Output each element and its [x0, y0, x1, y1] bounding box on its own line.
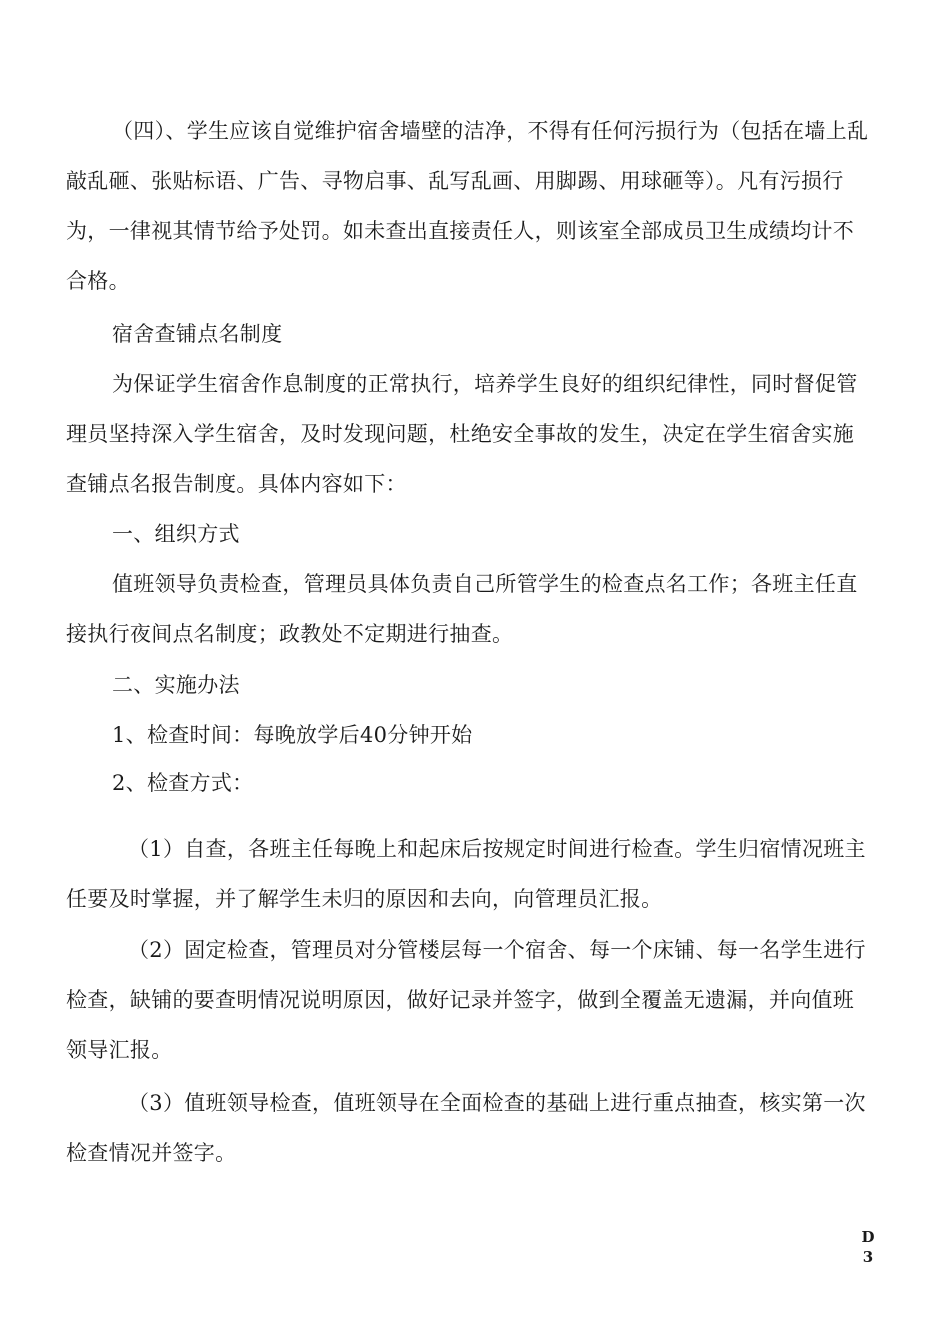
paragraph-self-check: （1）自查，各班主任每晚上和起床后按规定时间进行检查。学生归宿情况班主任要及时掌握，并了解学生未归的原因和去向，向管理员汇报。: [66, 837, 866, 911]
item-check-time: 1、检查时间：每晚放学后40分钟开始: [112, 723, 473, 747]
paragraph-fixed-check: （2）固定检查，管理员对分管楼层每一个宿舍、每一个床铺、每一名学生进行检查，缺铺的要查明情况说明原因，做好记录并签字，做到全覆盖无遗漏，并向值班领导汇报。: [66, 938, 866, 1062]
heading-implementation: 二、实施办法: [112, 673, 240, 697]
page-number-mark: [858, 1227, 878, 1267]
paragraph-wall-cleanliness: （四）、学生应该自觉维护宿舍墙壁的洁净，不得有任何污损行为（包括在墙上乱敲乱砸、张贴标语、广告、寻物启事、乱写乱画、用脚踢、用球砸等）。凡有污损行为，一律视其情节给予处罚。如未查出直接责任人，则该室全部成员卫生成绩均计不合格。: [66, 119, 869, 293]
paragraph-leader-check: （3）值班领导检查，值班领导在全面检查的基础上进行重点抽查，核实第一次检查情况并签字。: [66, 1091, 866, 1165]
paragraph-organization: 值班领导负责检查，管理员具体负责自己所管学生的检查点名工作；各班主任直接执行夜间点名制度；政教处不定期进行抽查。: [66, 572, 858, 646]
page-mark-number: 3: [862, 1248, 874, 1266]
heading-organization: 一、组织方式: [112, 522, 240, 546]
item-check-method: 2、检查方式：: [112, 771, 254, 795]
page-mark-letter: D: [861, 1228, 875, 1246]
paragraph-intro: 为保证学生宿舍作息制度的正常执行，培养学生良好的组织纪律性，同时督促管理员坚持深入学生宿舍，及时发现问题，杜绝安全事故的发生，决定在学生宿舍实施查铺点名报告制度。具体内容如下：: [66, 372, 858, 496]
section-title: 宿舍查铺点名制度: [112, 322, 283, 346]
